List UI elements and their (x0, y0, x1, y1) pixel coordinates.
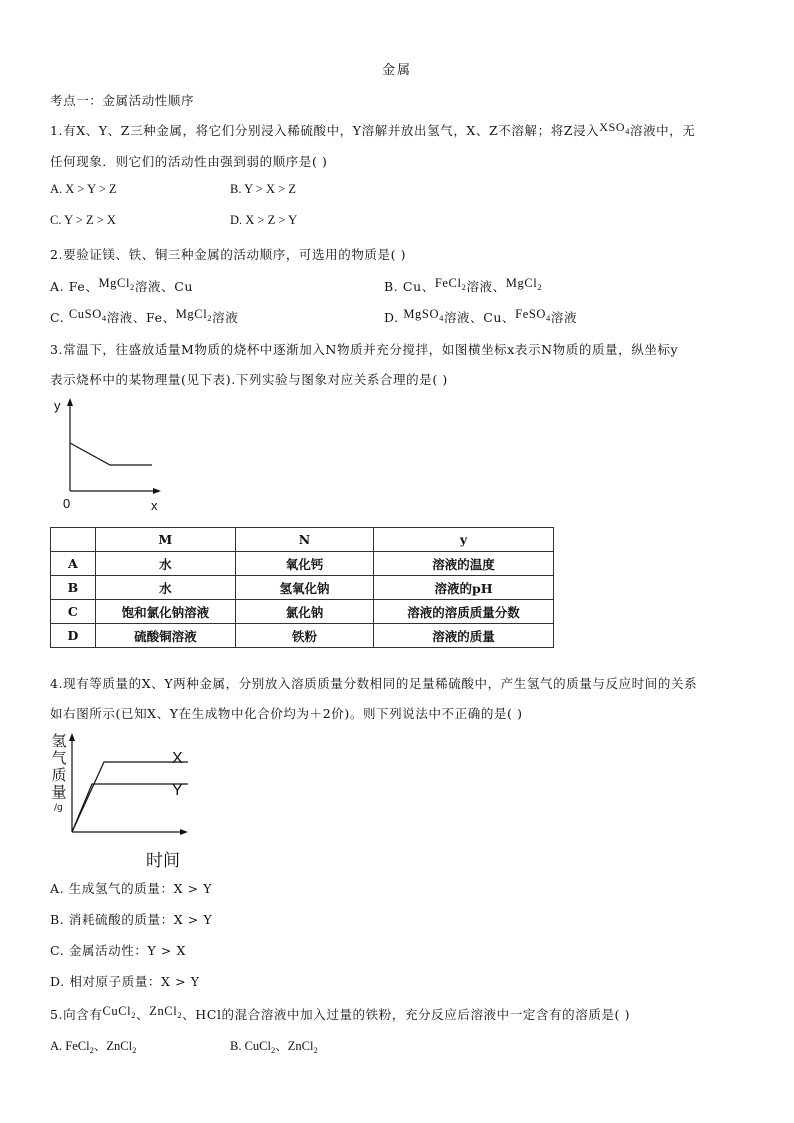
q4-series-x-line (72, 762, 188, 832)
q2-option-c[interactable]: C. CuSO$_4$溶液、Fe、MgCl$_2$溶液 (50, 307, 239, 325)
q4-y-label: 氢 气 质 量 (51, 732, 67, 801)
q4-option-a[interactable]: A. 生成氢气的质量：X > Y (50, 881, 213, 896)
q4-y-unit: /g (54, 803, 63, 813)
table-cell: B (51, 576, 96, 600)
q4-x-label: 时间 (146, 851, 180, 871)
q5-stem: 5.向含有CuCl$_2$、ZnCl$_2$、HCl的混合溶液中加入过量的铁粉，充分反应后溶液中一定含有的溶质是( ) (50, 1004, 631, 1022)
q5-option-b[interactable]: B. CuCl$_2$、ZnCl$_2$ (230, 1039, 318, 1055)
table-cell: 溶液的温度 (374, 552, 554, 576)
q4-stem-line2: 如右图所示(已知X、Y在生成物中化合价均为＋2价)。则下列说法中不正确的是( ) (50, 706, 523, 721)
q1-option-b[interactable]: B. Y > X > Z (230, 182, 296, 196)
table-header-row (51, 528, 554, 552)
page-title: 金属 (382, 63, 413, 78)
q4-x-arrow (180, 829, 188, 835)
section-heading: 考点一：金属活动性顺序 (50, 93, 195, 108)
q1-stem-text: 1.有X、Y、Z三种金属，将它们分别浸入稀硫酸中，Y溶解并放出氢气，X、Z不溶解；将Z浸入 (50, 123, 600, 138)
table-header-cell (51, 528, 96, 552)
table-cell: 水 (95, 576, 235, 600)
q3-stem-line1: 3.常温下，往盛放适量M物质的烧杯中逐渐加入N物质并充分搅拌，如图横坐标x表示N物质的质量，纵坐标y (50, 342, 679, 357)
q3-y-label: y (54, 398, 61, 413)
table-cell: 溶液的质量 (374, 624, 554, 648)
table-row (51, 576, 554, 600)
q3-y-arrow (67, 398, 73, 406)
table-cell: 饱和氯化钠溶液 (95, 600, 235, 624)
q1-chem: XSO4 (599, 120, 630, 136)
table-row (51, 624, 554, 648)
table-cell: D (51, 624, 96, 648)
table-cell: 氢氧化钠 (235, 576, 373, 600)
table-header-cell: N (235, 528, 373, 552)
q4-stem-line1: 4.现有等质量的X、Y两种金属，分别放入溶质质量分数相同的足量稀硫酸中，产生氢气的质量与反应时间的关系 (50, 676, 698, 691)
q2-option-d[interactable]: D. MgSO$_4$溶液、Cu、FeSO$_4$溶液 (384, 307, 578, 325)
table-cell: 溶液的溶质质量分数 (374, 600, 554, 624)
q2-stem: 2.要验证镁、铁、铜三种金属的活动顺序，可选用的物质是( ) (50, 247, 407, 262)
q3-origin-label: 0 (63, 496, 71, 511)
table-cell: 溶液的pH (374, 576, 554, 600)
table-cell: 水 (95, 552, 235, 576)
table-cell: 硫酸铜溶液 (95, 624, 235, 648)
q1-stem-text-end: 溶液中，无 (629, 123, 696, 138)
table-row (51, 552, 554, 576)
q4-option-c[interactable]: C. 金属活动性：Y > X (50, 943, 187, 958)
q4-y-arrow (69, 733, 75, 741)
q4-option-b[interactable]: B. 消耗硫酸的质量：X > Y (50, 912, 213, 927)
q4-series-y-line (72, 784, 188, 832)
q4-option-d[interactable]: D. 相对原子质量：X > Y (50, 974, 200, 989)
table-cell: C (51, 600, 96, 624)
table-cell: 氯化钠 (235, 600, 373, 624)
q3-curve (70, 443, 152, 465)
q3-x-arrow (153, 488, 161, 494)
q3-x-label: x (151, 498, 158, 513)
table-header-cell: M (95, 528, 235, 552)
q3-table (50, 527, 554, 648)
q5-option-a[interactable]: A. FeCl$_2$、ZnCl$_2$ (50, 1039, 137, 1055)
q1-option-d[interactable]: D. X > Z > Y (230, 213, 298, 227)
q1-option-a[interactable]: A. X > Y > Z (50, 182, 117, 196)
q2-option-b[interactable]: B. Cu、FeCl$_2$溶液、MgCl$_2$ (384, 276, 543, 294)
q3-stem-line2: 表示烧杯中的某物理量(见下表).下列实验与图象对应关系合理的是( ) (50, 372, 448, 387)
table-header-cell: y (374, 528, 554, 552)
q2-option-a[interactable]: A. Fe、MgCl$_2$溶液、Cu (50, 276, 194, 294)
table-cell: 氧化钙 (235, 552, 373, 576)
q1-stem-line2: 任何现象．则它们的活动性由强到弱的顺序是( ) (50, 154, 328, 169)
q4-series-y-label: Y (172, 782, 183, 799)
q1-option-c[interactable]: C. Y > Z > X (50, 213, 116, 227)
table-cell: 铁粉 (235, 624, 373, 648)
q4-series-x-label: X (172, 750, 183, 767)
table-cell: A (51, 552, 96, 576)
table-row (51, 600, 554, 624)
q1-stem-line1 (50, 121, 695, 139)
